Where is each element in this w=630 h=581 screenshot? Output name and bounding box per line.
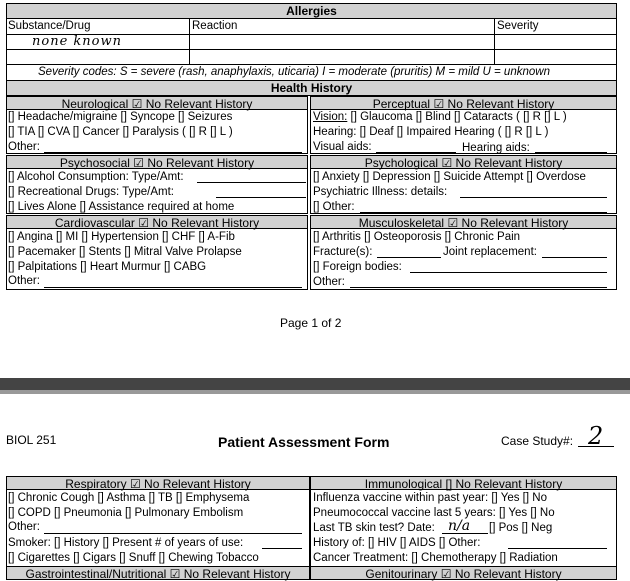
page-break bbox=[0, 378, 630, 390]
resp-smoker: Smoker: [] History [] Present # of years of use: bbox=[8, 537, 244, 549]
immuno-tb-test: Last TB skin test? Date: bbox=[313, 522, 435, 534]
cardio-other: Other: bbox=[8, 275, 40, 287]
psychological-line-1: [] Anxiety [] Depression [] Suicide Attempt [] Overdose bbox=[313, 171, 586, 183]
psychological-line-2: Psychiatric Illness: details: bbox=[313, 186, 448, 198]
checkbox-nrh-perceptual[interactable]: ☑ bbox=[433, 97, 445, 111]
immuno-tb-result: [] Pos [] Neg bbox=[489, 522, 553, 534]
handwritten-allergy-entry: none known bbox=[32, 34, 122, 49]
neurological-header: Neurological ☑ No Relevant History bbox=[6, 96, 308, 110]
immuno-history: History of: [] HIV [] AIDS [] Other: bbox=[313, 537, 481, 549]
neuro-other: Other: bbox=[8, 141, 40, 153]
musculo-line-1: [] Arthritis [] Osteoporosis [] Chronic Pain bbox=[313, 231, 521, 243]
neuro-line-1: [] Headache/migraine [] Syncope [] Seizures bbox=[8, 111, 233, 123]
resp-line-1: [] Chronic Cough [] Asthma [] TB [] Emphysema bbox=[8, 492, 250, 504]
resp-tobacco: [] Cigarettes [] Cigars [] Snuff [] Chewing Tobacco bbox=[8, 552, 259, 564]
checkbox-nrh-neuro[interactable]: ☑ bbox=[131, 97, 143, 111]
cardio-line-3: [] Palpitations [] Heart Murmur [] CABG bbox=[8, 261, 207, 273]
genitourinary-header: Genitourinary ☑ No Relevant History bbox=[310, 566, 617, 580]
immuno-pneumococcal: Pneumococcal vaccine last 5 years: [] Yes [] No bbox=[313, 507, 555, 519]
checkbox-nrh-gu[interactable]: ☑ bbox=[440, 567, 452, 581]
cardio-line-1: [] Angina [] MI [] Hypertension [] CHF [] A-Fib bbox=[8, 231, 235, 243]
checkbox-nrh-musculo[interactable]: ☑ bbox=[447, 216, 459, 230]
visual-aids: Visual aids: bbox=[313, 141, 372, 153]
health-history-title: Health History bbox=[6, 80, 617, 96]
case-study-value: 2 bbox=[588, 422, 604, 450]
cardio-line-2: [] Pacemaker [] Stents [] Mitral Valve Prolapse bbox=[8, 246, 242, 258]
neuro-line-2: [] TIA [] CVA [] Cancer [] Paralysis ( [] R [] L ) bbox=[8, 126, 233, 138]
page-break-shadow bbox=[0, 390, 630, 394]
cardiovascular-header: Cardiovascular ☑ No Relevant History bbox=[6, 215, 308, 229]
joint-replacement: Joint replacement: bbox=[443, 246, 537, 258]
col-reaction: Reaction bbox=[192, 20, 238, 32]
perceptual-line-2: Hearing: [] Deaf [] Impaired Hearing ( [] R [] L ) bbox=[313, 126, 549, 138]
psychological-header: Psychological ☑ No Relevant History bbox=[310, 155, 617, 169]
foreign-bodies: [] Foreign bodies: bbox=[313, 261, 402, 273]
fractures: Fracture(s): bbox=[313, 246, 373, 258]
severity-codes: Severity codes: S = severe (rash, anaphylaxis, uticaria) I = moderate (pruritis) M = mild U = unknown bbox=[38, 66, 550, 78]
psychosocial-header: Psychosocial ☑ No Relevant History bbox=[6, 155, 308, 169]
hearing-aids: Hearing aids: bbox=[462, 142, 530, 154]
resp-line-2: [] COPD [] Pneumonia [] Pulmonary Embolism bbox=[8, 507, 244, 519]
col-substance: Substance/Drug bbox=[8, 20, 91, 32]
gastrointestinal-header: Gastrointestinal/Nutritional ☑ No Relevant History bbox=[6, 566, 310, 580]
psychosocial-line-2: [] Recreational Drugs: Type/Amt: bbox=[8, 186, 174, 198]
psychosocial-line-3: [] Lives Alone [] Assistance required at home bbox=[8, 201, 235, 213]
case-study-label: Case Study#: bbox=[501, 434, 574, 448]
tb-date-handwritten: n/a bbox=[448, 518, 471, 534]
perceptual-line-1: Vision: [] Glaucoma [] Blind [] Cataracts ( [] R [] L ) bbox=[313, 111, 567, 123]
checkbox-nrh-psychosocial[interactable]: ☑ bbox=[133, 156, 145, 170]
immunological-header: Immunological [] No Relevant History bbox=[310, 476, 617, 490]
immuno-influenza: Influenza vaccine within past year: [] Yes [] No bbox=[313, 492, 547, 504]
checkbox-nrh-gi[interactable]: ☑ bbox=[169, 567, 181, 581]
musculo-other: Other: bbox=[313, 276, 345, 288]
perceptual-header: Perceptual ☑ No Relevant History bbox=[310, 96, 617, 110]
checkbox-nrh-psychological[interactable]: ☑ bbox=[441, 156, 453, 170]
allergies-title: Allergies bbox=[6, 3, 617, 19]
checkbox-nrh-respiratory[interactable]: ☑ bbox=[129, 477, 141, 491]
psychosocial-line-1: [] Alcohol Consumption: Type/Amt: bbox=[8, 171, 184, 183]
course-label: BIOL 251 bbox=[6, 433, 57, 447]
col-severity: Severity bbox=[497, 20, 539, 32]
checkbox-nrh-cardio[interactable]: ☑ bbox=[138, 216, 150, 230]
psychological-line-3: [] Other: bbox=[313, 201, 355, 213]
page-number: Page 1 of 2 bbox=[280, 316, 342, 330]
resp-other: Other: bbox=[8, 521, 40, 533]
musculoskeletal-header: Musculoskeletal ☑ No Relevant History bbox=[310, 215, 617, 229]
form-title: Patient Assessment Form bbox=[218, 434, 390, 450]
immuno-cancer: Cancer Treatment: [] Chemotherapy [] Radiation bbox=[313, 552, 558, 564]
respiratory-header: Respiratory ☑ No Relevant History bbox=[6, 476, 310, 490]
